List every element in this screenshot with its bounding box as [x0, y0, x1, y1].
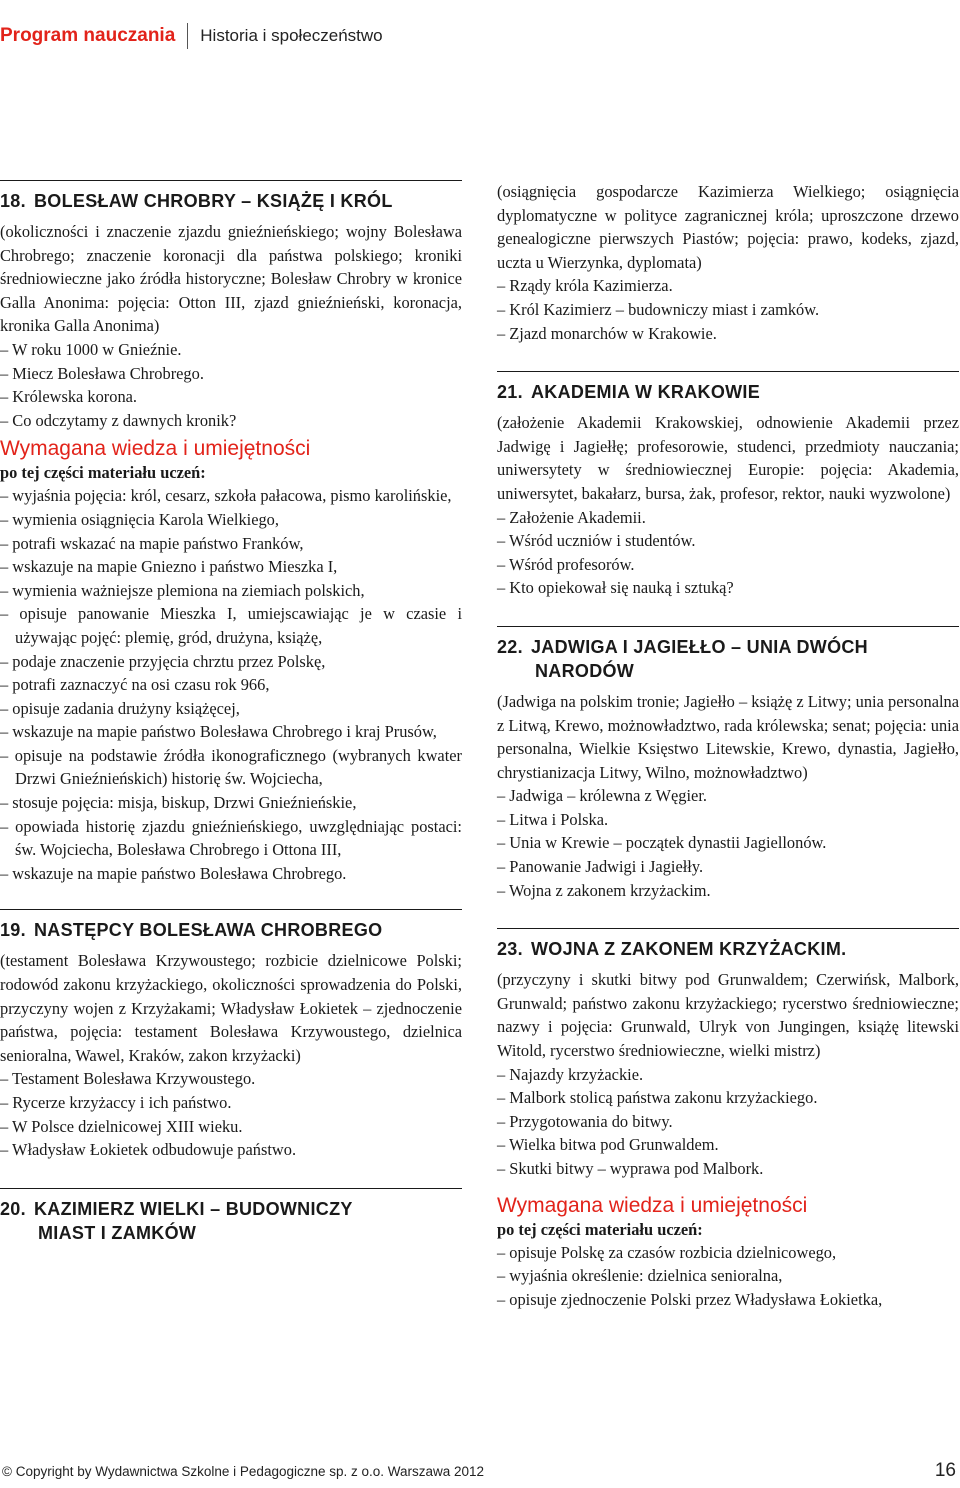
- list-item: – opisuje na podstawie źródła ikonograficznego (wybranych kwater Drzwi Gnieźnieńskich) historię św. Wojciecha,: [0, 745, 462, 789]
- list-item: – Królewska korona.: [0, 387, 138, 407]
- list-item: – Wojna z zakonem krzyżackim.: [497, 880, 711, 900]
- section-heading: JADWIGA I JAGIEŁŁO – UNIA DWÓCH: [531, 636, 868, 657]
- section-number: 18.: [0, 191, 26, 211]
- list-item: – Miecz Bolesława Chrobrego.: [0, 363, 204, 383]
- section-19-topics: [0, 1067, 462, 1161]
- section-19-title: [0, 910, 462, 942]
- list-item: – Litwa i Polska.: [497, 809, 609, 829]
- requirements-subtitle: po tej części materiału uczeń:: [0, 463, 206, 483]
- requirements-list: [0, 484, 462, 885]
- list-item: – Rycerze krzyżaccy i ich państwo.: [0, 1093, 232, 1112]
- list-item: – W Polsce dzielnicowej XIII wieku.: [0, 1116, 243, 1136]
- list-item: – wyjaśnia określenie: dzielnica senioralna,: [497, 1266, 783, 1286]
- left-column: [0, 180, 462, 1245]
- section-22-title: [497, 627, 959, 683]
- section-18-topics: [0, 338, 462, 432]
- list-item: – Rządy króla Kazimierza.: [497, 276, 673, 296]
- section-number: 23.: [497, 939, 523, 960]
- requirements-list: [497, 1241, 959, 1312]
- requirements-title: Wymagana wiedza i umiejętności: [0, 437, 311, 461]
- page-header: [0, 20, 383, 52]
- list-item: – opowiada historię zjazdu gnieźnieńskiego, uwzględniając postaci: św. Wojciecha, Bolesława Chrobrego i Ottona III,: [0, 816, 462, 860]
- list-item: – wymienia osiągnięcia Karola Wielkiego,: [0, 509, 279, 529]
- section-heading: KAZIMIERZ WIELKI – BUDOWNICZY: [34, 1198, 353, 1219]
- list-item: – Przygotowania do bitwy.: [497, 1111, 673, 1131]
- list-item: – Wśród uczniów i studentów.: [497, 531, 696, 551]
- list-item: – wymienia ważniejsze plemiona na ziemiach polskich,: [0, 580, 365, 600]
- list-item: – Zjazd monarchów w Krakowie.: [497, 323, 717, 343]
- list-item: – opisuje panowanie Mieszka I, umiejscawiając je w czasie i używając pojęć: plemię, gród, drużyna, książę,: [0, 604, 462, 647]
- section-18-title: [0, 181, 462, 213]
- section-number: 19.: [0, 920, 26, 941]
- list-item: – stosuje pojęcia: misja, biskup, Drzwi Gnieźnieńskie,: [0, 793, 357, 813]
- list-item: – Skutki bitwy – wyprawa pod Malbork.: [497, 1159, 764, 1178]
- section-20-description: (osiągnięcia gospodarcze Kazimierza Wielkiego; osiągnięcia dyplomatyczne w polityce zagranicznej króla; uproszczone drzewo genealogiczne pierwszych Piastów; pojęcia: prawo, kodeks, zjazd, uczta u Wierzynka, dyplomata): [497, 182, 959, 272]
- list-item: – Władysław Łokietek odbudowuje państwo.: [0, 1140, 297, 1160]
- section-21-topics: [497, 506, 959, 600]
- section-23-topics: [497, 1063, 959, 1181]
- section-23-title: [497, 929, 959, 961]
- section-19-description: (testament Bolesława Krzywoustego; rozbicie dzielnicowe Polski; rodowód zakonu krzyżackiego, okoliczności sprowadzenia do Polski, przyczyny wojen z Krzyżakami; Władysław Łokietek – zjednoczenie państwa, pojęcia: testament Bolesława Krzywoustego, dzielnica senioralna, Wawel, Kraków, zakon krzyżacki): [0, 951, 462, 1065]
- section-heading: WOJNA Z ZAKONEM KRZYŻACKIM.: [531, 939, 847, 960]
- list-item: – podaje znaczenie przyjęcia chrztu przez Polskę,: [0, 651, 326, 671]
- section-21-description: (założenie Akademii Krakowskiej, odnowienie Akademii przez Jadwigę i Jagiełłę; profesorowie, studenci, przedmioty nauczania; uniwersytety w średniowiecznej Europie: pojęcia: Akademia, uniwersytet, bakałarz, bursa, żak, profesor, rektor, nauki wyzwolone): [497, 413, 959, 503]
- copyright-text: © Copyright by Wydawnictwa Szkolne i Pedagogiczne sp. z o.o. Warszawa 2012: [2, 1464, 485, 1479]
- brand-title: Program nauczania: [0, 25, 176, 46]
- section-heading: BOLESŁAW CHROBRY – KSIĄŻĘ I KRÓL: [34, 191, 393, 211]
- right-column: [497, 180, 959, 1311]
- section-22-topics: [497, 784, 959, 902]
- section-heading: NASTĘPCY BOLESŁAWA CHROBREGO: [34, 920, 383, 941]
- section-22-description: (Jadwiga na polskim tronie; Jagiełło – książę z Litwy; unia personalna z Litwą, Krewo, możnowładztwo, rada królewska; senat; pojęcia: unia personalna, Wielkie Księstwo Litewskie, Krewo, dynastia, Jagiełło, chrystianizacja Litwy, Wilno, możnowładztwo): [497, 691, 959, 782]
- list-item: – Wielka bitwa pod Grunwaldem.: [497, 1135, 719, 1155]
- list-item: – Panowanie Jadwigi i Jagiełły.: [497, 857, 704, 877]
- list-item: – Kto opiekował się nauką i sztuką?: [497, 578, 734, 598]
- section-18-description: (okoliczności i znaczenie zjazdu gnieźnieńskiego; wojny Bolesława Chrobrego; znaczenie koronacji dla państwa polskiego; kroniki średniowieczne jako źródła historyczne; Bolesław Chrobry w kronice Galla Anonima: pojęcia: Otton III, zjazd gnieźnieński, koronacja, kronika Galla Anonima): [0, 222, 462, 336]
- list-item: – Wśród profesorów.: [497, 554, 635, 574]
- list-item: – potrafi wskazać na mapie państwo Franków,: [0, 533, 304, 553]
- requirements-title: Wymagana wiedza i umiejętności: [497, 1193, 808, 1217]
- list-item: – Co odczytamy z dawnych kronik?: [0, 410, 237, 430]
- section-number: 20.: [0, 1198, 26, 1219]
- list-item: – Król Kazimierz – budowniczy miast i zamków.: [497, 299, 820, 319]
- list-item: – Testament Bolesława Krzywoustego.: [0, 1069, 256, 1089]
- list-item: – Najazdy krzyżackie.: [497, 1064, 644, 1084]
- requirements-subtitle: po tej części materiału uczeń:: [497, 1219, 703, 1239]
- list-item: – Malbork stolicą państwa zakonu krzyżackiego.: [497, 1088, 818, 1108]
- list-item: – wyjaśnia pojęcia: król, cesarz, szkoła pałacowa, pismo karolińskie,: [0, 486, 452, 506]
- section-number: 21.: [497, 382, 523, 403]
- list-item: – opisuje zjednoczenie Polski przez Władysława Łokietka,: [497, 1289, 883, 1309]
- subject-title: Historia i społeczeństwo: [200, 26, 383, 45]
- list-item: – potrafi zaznaczyć na osi czasu rok 966,: [0, 675, 270, 695]
- section-heading-continued: NARODÓW: [535, 660, 635, 681]
- list-item: – wskazuje na mapie Gniezno i państwo Mieszka I,: [0, 557, 338, 577]
- section-23-description: (przyczyny i skutki bitwy pod Grunwaldem; Czerwińsk, Malbork, Grunwald; państwo zakonu krzyżackiego; rycerstwo średniowieczne; nazwy i pojęcia: Grunwald, Ulryk von Jungingen, książę litewski Witold, rycerstwo średniowieczne, wielki mistrz): [497, 970, 959, 1061]
- header-divider: [187, 23, 188, 49]
- list-item: – opisuje zadania drużyny książęcej,: [0, 698, 240, 718]
- page-number: 16: [934, 1460, 956, 1481]
- list-item: – wskazuje na mapie państwo Bolesława Chrobrego.: [0, 863, 347, 883]
- section-21-title: [497, 372, 959, 404]
- section-20-title: [0, 1189, 462, 1245]
- section-number: 22.: [497, 636, 523, 657]
- section-heading: AKADEMIA W KRAKOWIE: [531, 382, 761, 403]
- section-20-topics: [497, 274, 959, 345]
- section-heading-continued: MIAST I ZAMKÓW: [38, 1222, 197, 1243]
- list-item: – Unia w Krewie – początek dynastii Jagiellonów.: [497, 833, 827, 853]
- list-item: – Jadwiga – królewna z Węgier.: [497, 786, 707, 806]
- list-item: – opisuje Polskę za czasów rozbicia dzielnicowego,: [497, 1242, 837, 1262]
- list-item: – W roku 1000 w Gnieźnie.: [0, 339, 182, 359]
- list-item: – Założenie Akademii.: [497, 507, 646, 527]
- page-footer: [0, 1460, 960, 1486]
- list-item: – wskazuje na mapie państwo Bolesława Chrobrego i kraj Prusów,: [0, 722, 437, 742]
